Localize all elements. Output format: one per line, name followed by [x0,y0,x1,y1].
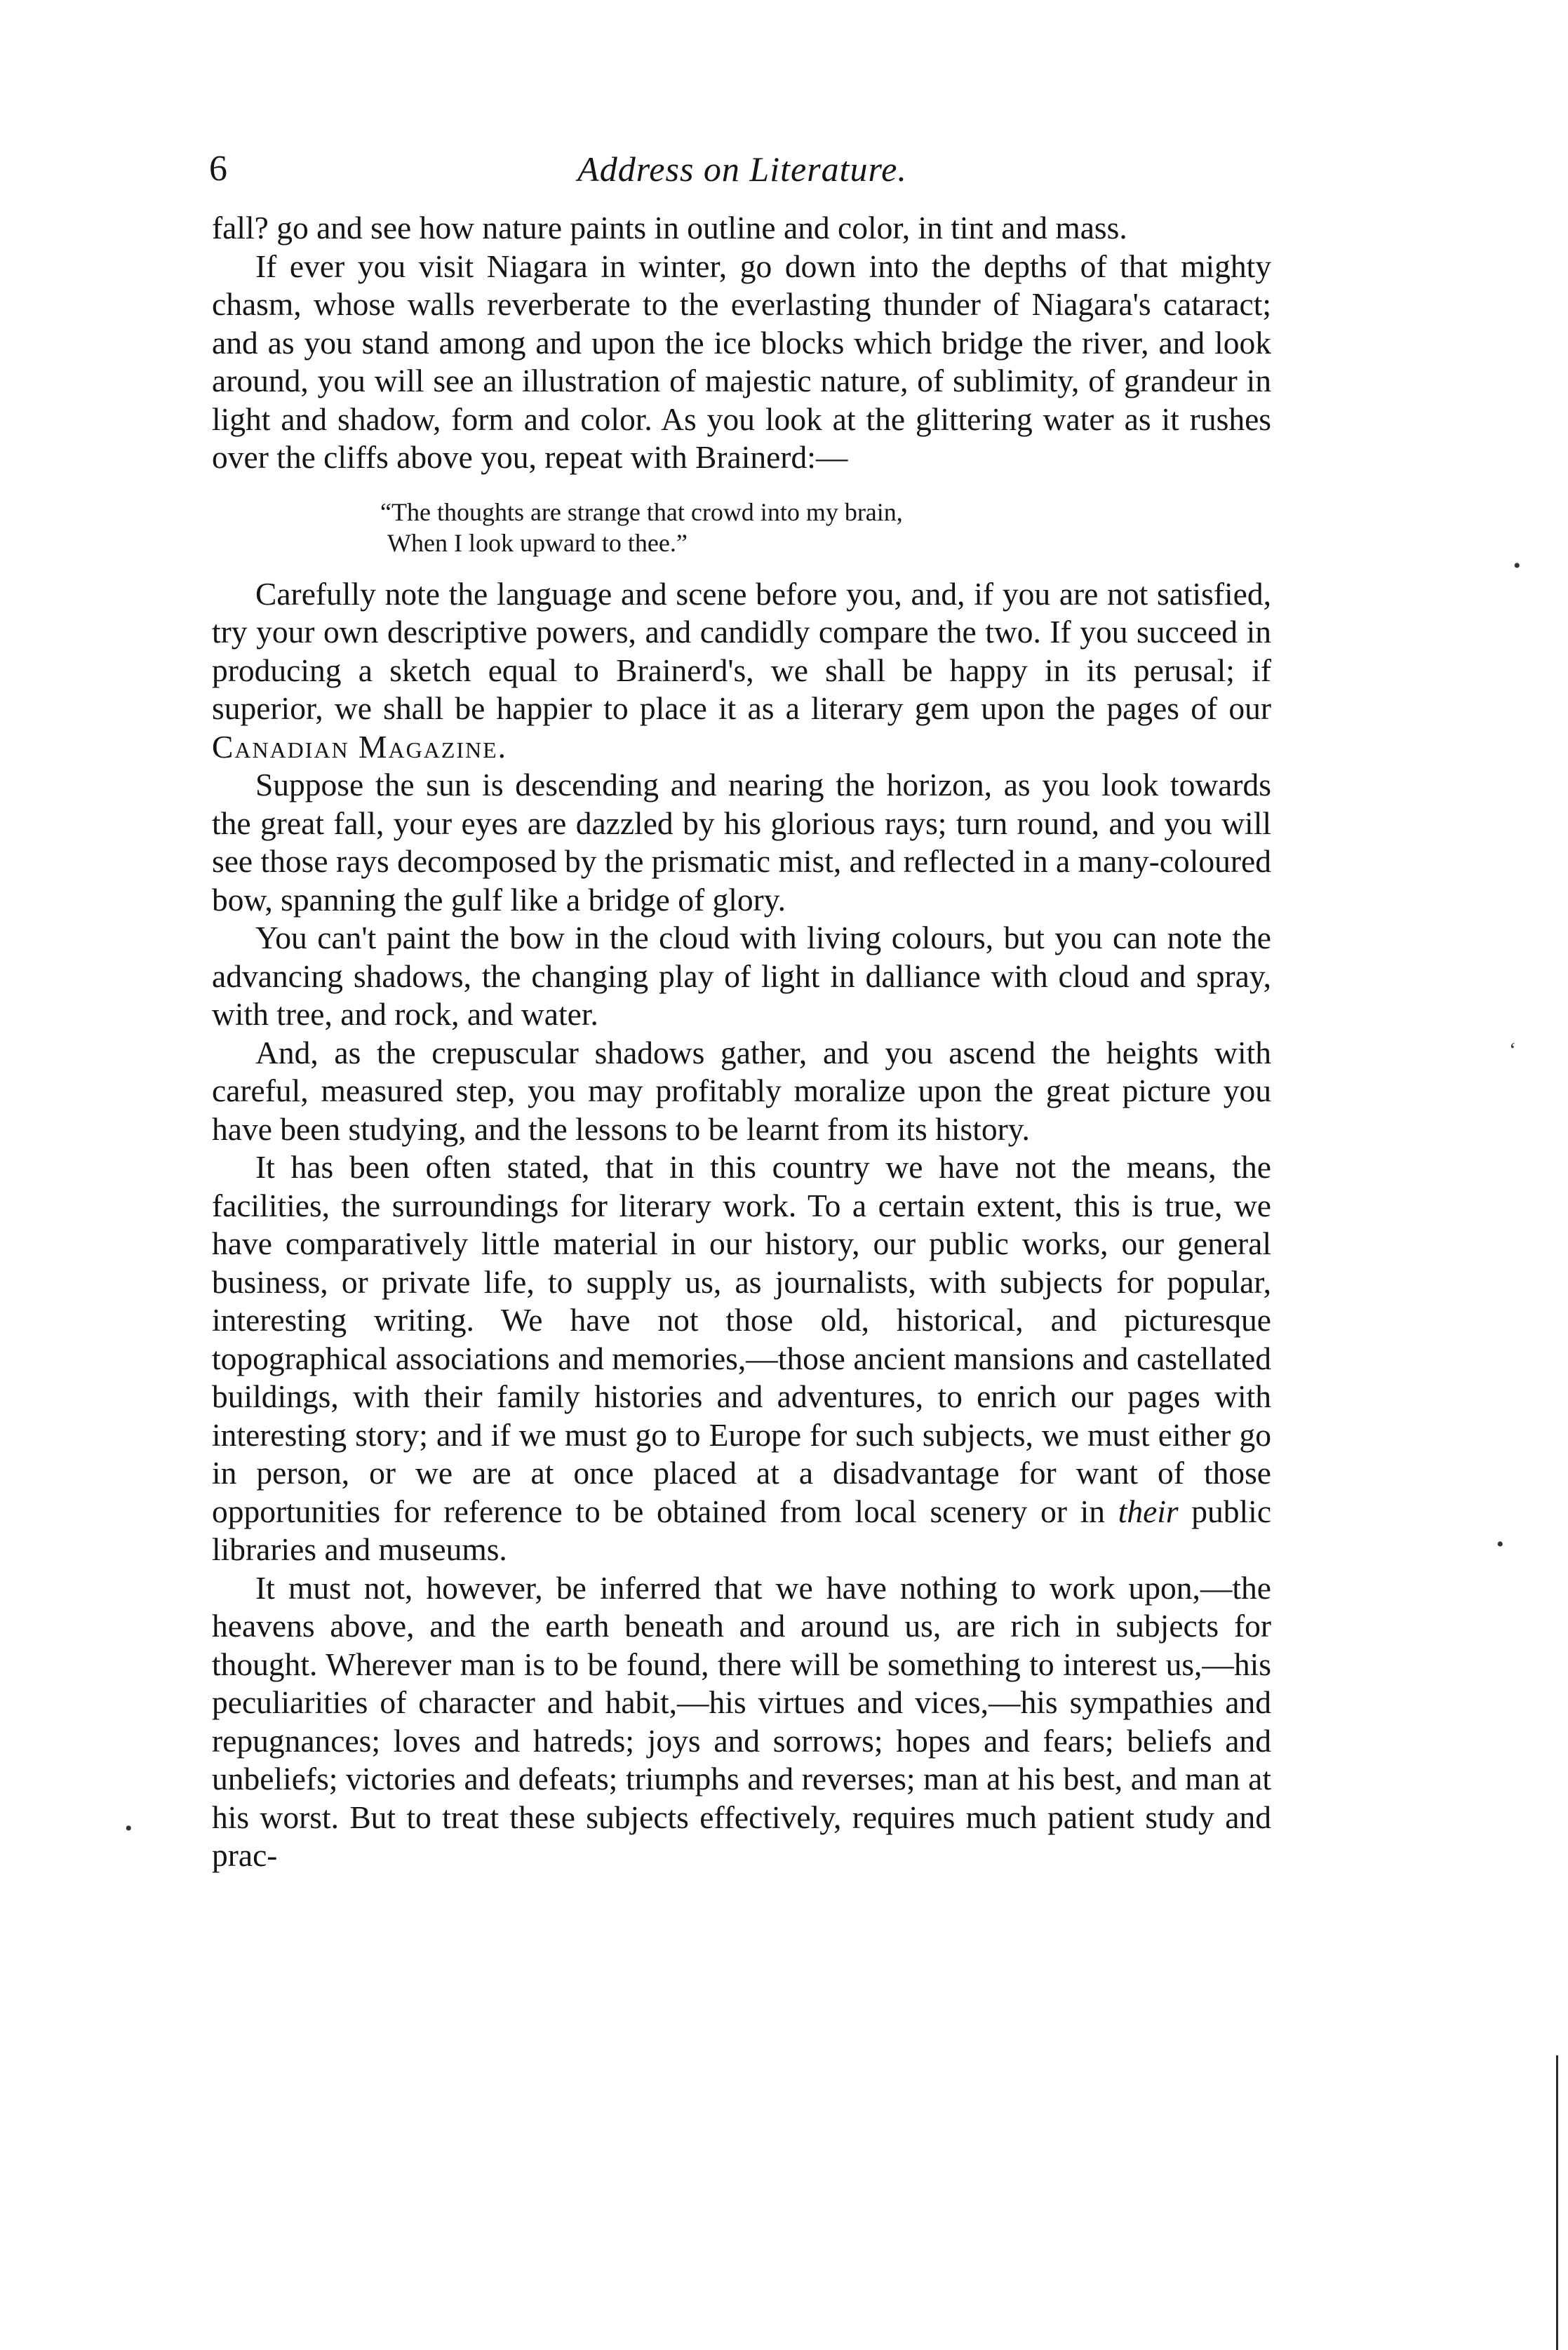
paragraph-sunset: Suppose the sun is descending and nearing the horizon, as you look towards the great fall, your eyes are dazzled by his glorious rays; turn round, and you will see those rays decomposed by the prismatic mist, and reflected in a many-coloured bow, spanning the gulf like a bridge of glory. [212,767,1271,918]
page-number: 6 [209,149,227,189]
paragraph-descriptive-powers [212,575,1271,767]
paragraph-niagara-winter: If ever you visit Niagara in winter, go down into the depths of that mighty chasm, whose walls reverberate to the everlasting thunder of Niagara's cataract; and as you stand among and upon the ice blocks which bridge the river, and look around, you will see an illustration of majestic nature, of sublimity, of grandeur in light and shadow, form and color. As you look at the glittering water as it rushes over the cliffs above you, repeat with Brainerd:— [212,248,1271,475]
page-edge-line [1556,2055,1558,2350]
paragraph-text: Carefully note the language and scene before you, and, if you are not satisfied, try your own descriptive powers, and candidly compare the two. If you succeed in producing a sketch equal to Brainerd's, we shall be happy in its perusal; if superior, we shall be happier to place it as a literary gem upon the pages of our [212,575,1271,726]
running-title: Address on Literature. [577,149,907,189]
paragraph-text: It has been often stated, that in this country we have not the means, the facilities, the surroundings for literary work. To a certain extent, this is true, we have comparatively little material in our history, our public works, our general business, or private life, to supply us, as journalists, with subjects for popular, interesting writing. We have not those old, historical, and picturesque topographical associations and memories,—those ancient mansions and castellated buildings, with their family histories and adventures, to enrich our pages with interesting story; and if we must go to Europe for such subjects, we must either go in person, or we are at once placed at a disadvantage for want of those opportunities for reference to be obtained from local scenery or in [212,1149,1271,1529]
body-text [212,209,1271,1875]
paragraph-literary-work [212,1148,1271,1569]
brainerd-quotation [212,497,1271,558]
paragraph-subjects: It must not, however, be inferred that we have nothing to work upon,—the heavens above, and the earth beneath and around us, are rich in subjects for thought. Wherever man is to be found, there will be something to interest us,—his peculiarities of character and habit,—his virtues and vices,—his sympathies and repugnances; loves and hatreds; joys and sorrows; hopes and fears; beliefs and unbeliefs; victories and defeats; triumphs and reverses; man at his best, and man at his worst. But to treat these subjects effectively, requires much patient study and prac- [212,1569,1271,1873]
italic-word: their [1118,1493,1179,1529]
scan-speck: • [125,1817,133,1840]
scan-speck: • [1513,554,1521,577]
paragraph-crepuscular: And, as the crepuscular shadows gather, and you ascend the heights with careful, measured step, you may profitably moralize upon the great picture you have been studying, and the lessons to be learnt from its history. [212,1034,1271,1147]
quote-line: “The thoughts are strange that crowd into my brain, [380,497,903,526]
paragraph-continued: fall? go and see how nature paints in outline and color, in tint and mass. [212,210,1127,246]
paragraph-text: public libraries and museums. [212,1493,1272,1567]
scan-speck: • [1496,1533,1504,1556]
scan-speck: ‘ [1509,1038,1516,1061]
page-header [209,145,1275,194]
paragraph-bow: You can't paint the bow in the cloud with living colours, but you can note the advancing shadows, the changing play of light in dalliance with cloud and spray, with tree, and rock, and water. [212,920,1271,1032]
magazine-name: Canadian Magazine. [212,728,508,765]
quote-line: When I look upward to thee.” [387,528,688,557]
